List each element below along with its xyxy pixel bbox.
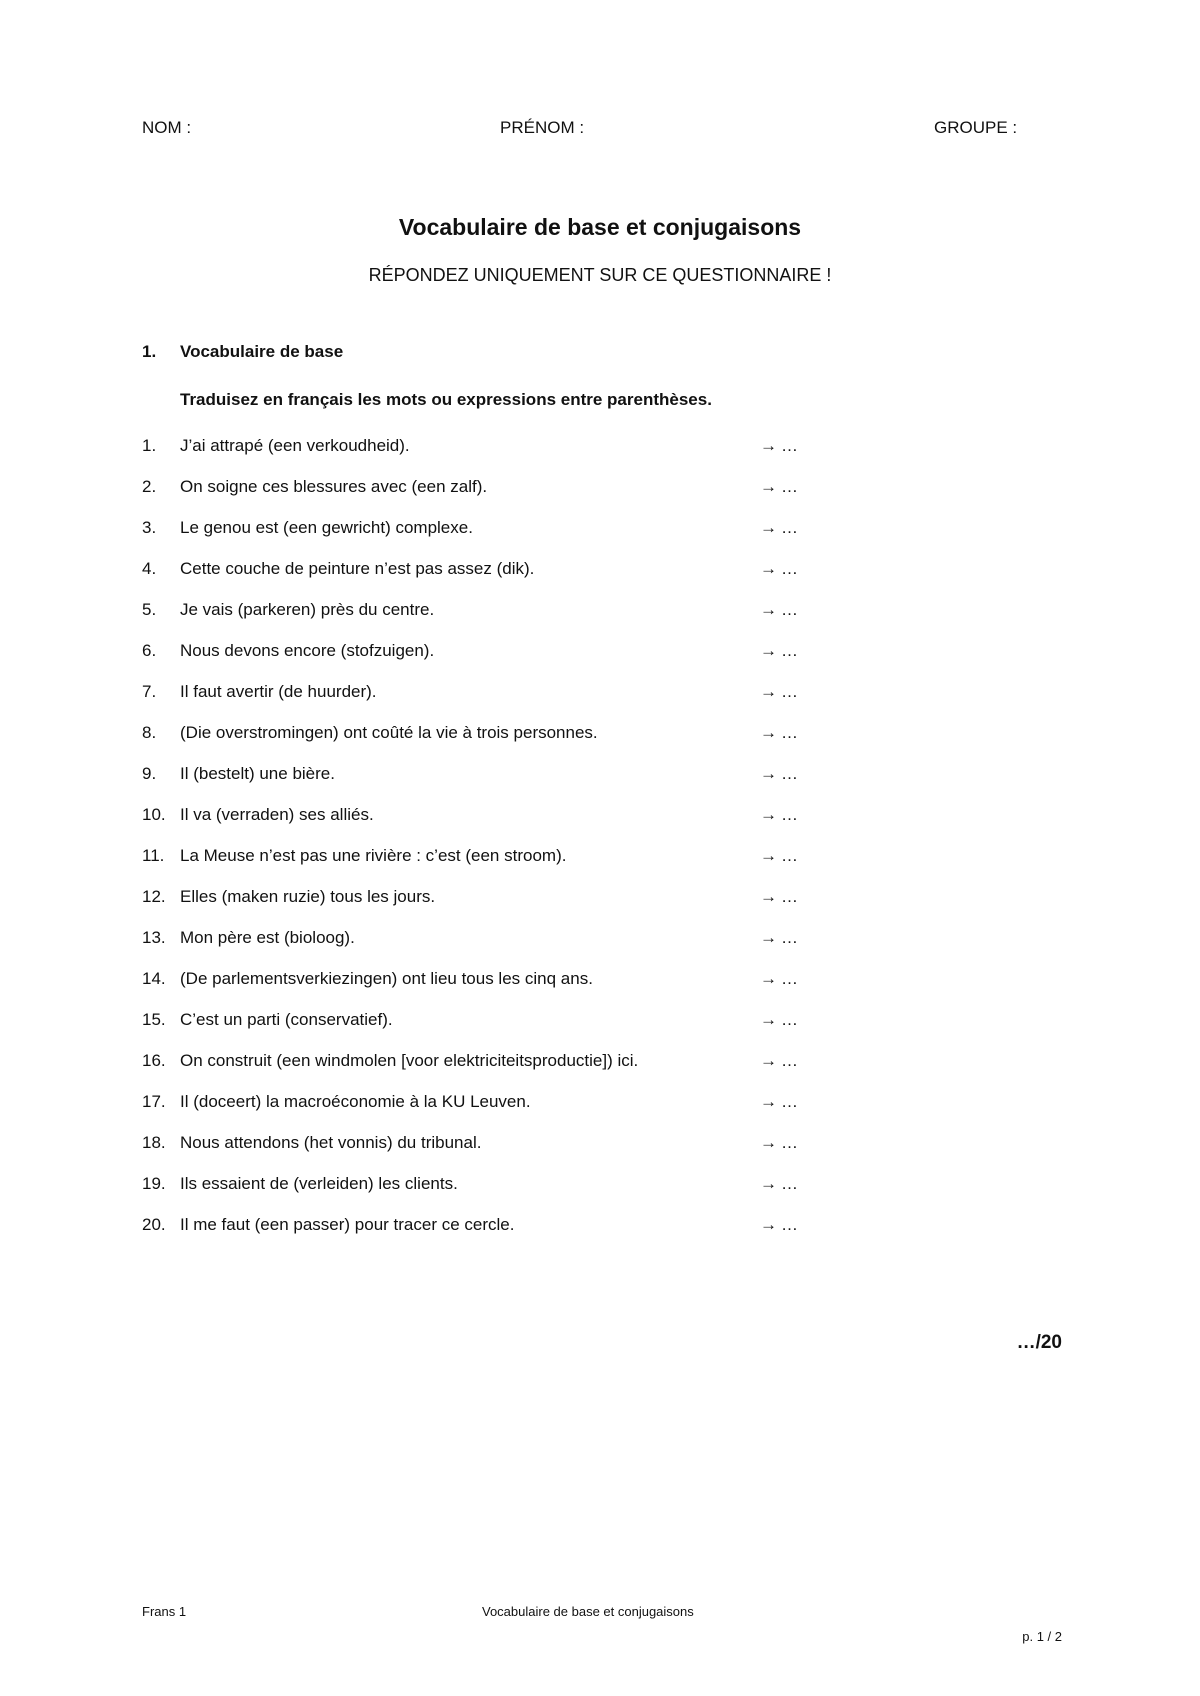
answer-blank — [760, 1049, 798, 1073]
exercise-number: 6. — [142, 641, 157, 660]
answer-blank — [760, 680, 798, 704]
exercise-item — [142, 557, 842, 598]
exercise-number: 8. — [142, 723, 157, 742]
answer-blank — [760, 885, 798, 909]
exercise-item — [142, 475, 842, 516]
exercise-number: 9. — [142, 764, 157, 783]
answer-ellipsis: … — [781, 928, 798, 947]
exercise-sentence: La Meuse n’est pas une rivière : c’est (een stroom). — [180, 846, 567, 865]
answer-ellipsis: … — [781, 641, 798, 660]
footer-title: Vocabulaire de base et conjugaisons — [482, 1604, 694, 1619]
answer-ellipsis: … — [781, 682, 798, 701]
answer-blank — [760, 1090, 798, 1114]
answer-blank — [760, 1008, 798, 1032]
arrow-right-icon: → — [760, 928, 777, 947]
arrow-right-icon: → — [760, 436, 777, 455]
answer-blank — [760, 926, 798, 950]
answer-ellipsis: … — [781, 887, 798, 906]
exercise-number: 2. — [142, 477, 157, 496]
exercise-number: 20. — [142, 1215, 166, 1234]
exercise-item — [142, 598, 842, 639]
exercise-number: 18. — [142, 1133, 166, 1152]
exercise-item — [142, 926, 842, 967]
section-instruction: Traduisez en français les mots ou expressions entre parenthèses. — [180, 390, 712, 409]
arrow-right-icon: → — [760, 1215, 777, 1234]
answer-blank — [760, 721, 798, 745]
arrow-right-icon: → — [760, 641, 777, 660]
footer-course: Frans 1 — [142, 1604, 187, 1619]
arrow-right-icon: → — [760, 1092, 777, 1111]
section-title: Vocabulaire de base — [180, 342, 344, 361]
arrow-right-icon: → — [760, 1133, 777, 1152]
answer-ellipsis: … — [781, 1174, 798, 1193]
exercise-number: 11. — [142, 846, 165, 865]
exercise-sentence: Mon père est (bioloog). — [180, 928, 355, 947]
footer-page-number: p. 1 / 2 — [1022, 1629, 1062, 1644]
answer-blank — [760, 434, 798, 458]
arrow-right-icon: → — [760, 682, 777, 701]
exercise-list — [142, 434, 842, 1254]
exercise-sentence: Cette couche de peinture n’est pas assez (dik). — [180, 559, 535, 578]
section-number: 1. — [142, 342, 157, 361]
answer-ellipsis: … — [781, 969, 798, 988]
exercise-number: 5. — [142, 600, 157, 619]
arrow-right-icon: → — [760, 600, 777, 619]
exercise-sentence: Il (bestelt) une bière. — [180, 764, 335, 783]
exercise-number: 17. — [142, 1092, 166, 1111]
exercise-sentence: On soigne ces blessures avec (een zalf). — [180, 477, 488, 496]
exercise-item — [142, 721, 842, 762]
exercise-item — [142, 1090, 842, 1131]
exercise-item — [142, 1172, 842, 1213]
arrow-right-icon: → — [760, 805, 777, 824]
exercise-number: 16. — [142, 1051, 166, 1070]
exercise-number: 14. — [142, 969, 166, 988]
exercise-item — [142, 885, 842, 926]
exercise-sentence: Le genou est (een gewricht) complexe. — [180, 518, 473, 537]
arrow-right-icon: → — [760, 477, 777, 496]
answer-ellipsis: … — [781, 1215, 798, 1234]
document-title: Vocabulaire de base et conjugaisons — [398, 214, 802, 240]
exercise-number: 7. — [142, 682, 157, 701]
answer-ellipsis: … — [781, 846, 798, 865]
answer-ellipsis: … — [781, 805, 798, 824]
exercise-sentence: Nous attendons (het vonnis) du tribunal. — [180, 1133, 482, 1152]
exercise-item — [142, 1213, 842, 1254]
arrow-right-icon: → — [760, 887, 777, 906]
answer-ellipsis: … — [781, 723, 798, 742]
arrow-right-icon: → — [760, 969, 777, 988]
exercise-item — [142, 680, 842, 721]
arrow-right-icon: → — [760, 723, 777, 742]
exercise-sentence: Il me faut (een passer) pour tracer ce cercle. — [180, 1215, 515, 1234]
section-heading — [142, 340, 343, 364]
exercise-sentence: Il (doceert) la macroéconomie à la KU Leuven. — [180, 1092, 531, 1111]
answer-ellipsis: … — [781, 518, 798, 537]
exercise-sentence: C’est un parti (conservatief). — [180, 1010, 393, 1029]
exercise-item — [142, 967, 842, 1008]
exercise-number: 19. — [142, 1174, 166, 1193]
exercise-sentence: Ils essaient de (verleiden) les clients. — [180, 1174, 458, 1193]
exercise-number: 13. — [142, 928, 166, 947]
exercise-number: 12. — [142, 887, 166, 906]
answer-ellipsis: … — [781, 1010, 798, 1029]
answer-blank — [760, 1172, 798, 1196]
exercise-number: 3. — [142, 518, 157, 537]
exercise-sentence: Je vais (parkeren) près du centre. — [180, 600, 435, 619]
answer-blank — [760, 762, 798, 786]
header-prenom-label: PRÉNOM : — [500, 118, 585, 137]
answer-blank — [760, 516, 798, 540]
header-nom-label: NOM : — [142, 118, 192, 137]
arrow-right-icon: → — [760, 559, 777, 578]
exercise-number: 1. — [142, 436, 157, 455]
exercise-item — [142, 516, 842, 557]
answer-blank — [760, 1131, 798, 1155]
exercise-item — [142, 1049, 842, 1090]
score-total: …/20 — [1016, 1332, 1062, 1353]
document-subtitle: RÉPONDEZ UNIQUEMENT SUR CE QUESTIONNAIRE ! — [368, 265, 832, 285]
exercise-item — [142, 434, 842, 475]
arrow-right-icon: → — [760, 518, 777, 537]
answer-blank — [760, 639, 798, 663]
answer-ellipsis: … — [781, 1051, 798, 1070]
exercise-sentence: (De parlementsverkiezingen) ont lieu tous les cinq ans. — [180, 969, 593, 988]
answer-blank — [760, 598, 798, 622]
exercise-item — [142, 762, 842, 803]
answer-blank — [760, 803, 798, 827]
exercise-sentence: Nous devons encore (stofzuigen). — [180, 641, 435, 660]
exercise-sentence: Elles (maken ruzie) tous les jours. — [180, 887, 436, 906]
answer-ellipsis: … — [781, 477, 798, 496]
exercise-sentence: (Die overstromingen) ont coûté la vie à trois personnes. — [180, 723, 598, 742]
answer-ellipsis: … — [781, 1133, 798, 1152]
exercise-item — [142, 844, 842, 885]
exercise-item — [142, 803, 842, 844]
answer-blank — [760, 475, 798, 499]
arrow-right-icon: → — [760, 846, 777, 865]
arrow-right-icon: → — [760, 1051, 777, 1070]
exercise-sentence: On construit (een windmolen [voor elektriciteitsproductie]) ici. — [180, 1051, 639, 1070]
answer-blank — [760, 1213, 798, 1237]
answer-blank — [760, 844, 798, 868]
exercise-item — [142, 639, 842, 680]
exercise-sentence: Il faut avertir (de huurder). — [180, 682, 377, 701]
arrow-right-icon: → — [760, 1174, 777, 1193]
exercise-number: 15. — [142, 1010, 166, 1029]
arrow-right-icon: → — [760, 1010, 777, 1029]
answer-ellipsis: … — [781, 436, 798, 455]
exercise-number: 4. — [142, 559, 157, 578]
exercise-item — [142, 1131, 842, 1172]
answer-ellipsis: … — [781, 559, 798, 578]
header-groupe-label: GROUPE : — [934, 118, 1018, 137]
exercise-sentence: J’ai attrapé (een verkoudheid). — [180, 436, 410, 455]
exercise-number: 10. — [142, 805, 166, 824]
exercise-sentence: Il va (verraden) ses alliés. — [180, 805, 374, 824]
answer-blank — [760, 557, 798, 581]
answer-ellipsis: … — [781, 600, 798, 619]
answer-blank — [760, 967, 798, 991]
answer-ellipsis: … — [781, 764, 798, 783]
arrow-right-icon: → — [760, 764, 777, 783]
answer-ellipsis: … — [781, 1092, 798, 1111]
exercise-item — [142, 1008, 842, 1049]
